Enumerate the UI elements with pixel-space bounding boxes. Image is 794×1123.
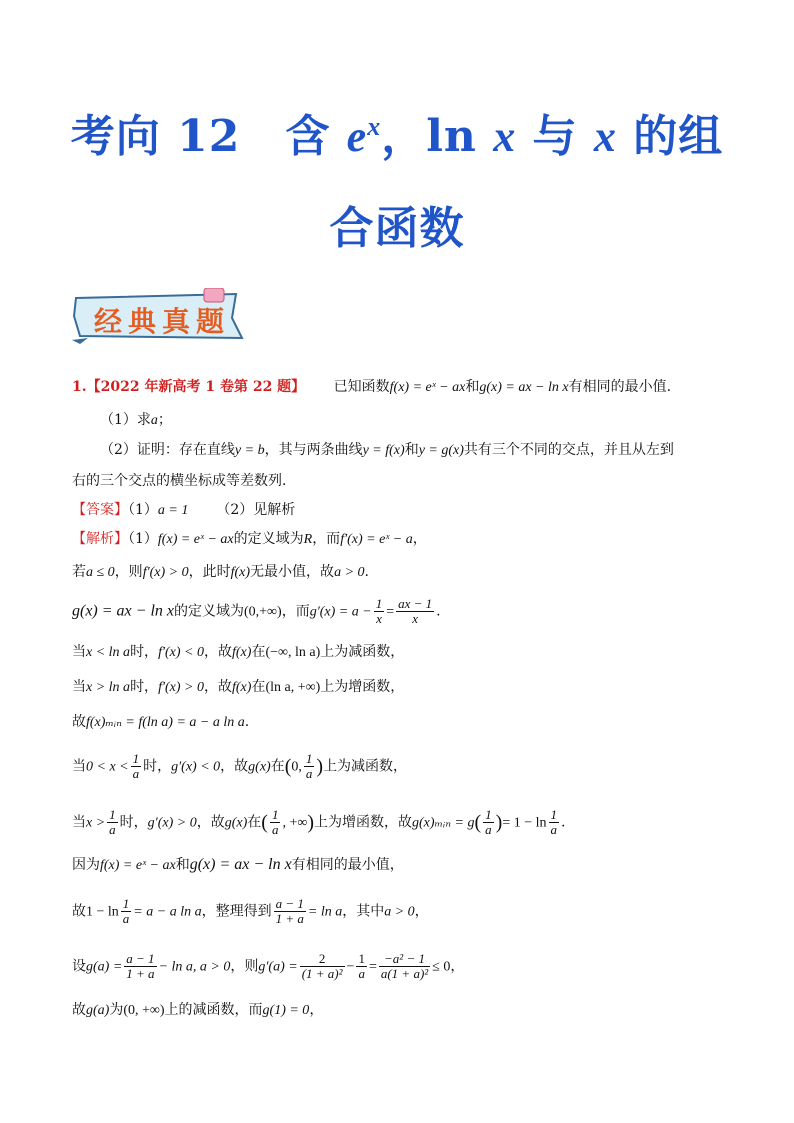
analysis-line-11: 设g(a) = $\frac{a - 1}{1 + a}$ − ln a, a > 0，则g′(a) = $\frac{2}{\text{(1 + a)²}}$ − $\frac{1}{a}$ = $\frac{\text{−a² − 1}}{\text{a(1 + a)²}}$ ≤ 0， xyxy=(72,951,465,981)
problem-part-1: （1）求a； xyxy=(100,412,172,428)
fraction: $\frac{a - 1}{1 + a}$ xyxy=(275,896,304,926)
fraction: $\frac{2}{\text{(1 + a)²}}$ xyxy=(301,951,343,981)
analysis-line-10: 故1 − ln $\frac{1}{a}$ = a − a ln a，整理得到 $\frac{a - 1}{1 + a}$ = ln a，其中a > 0， xyxy=(72,896,429,926)
analysis-line-8: 当x > $\frac{1}{a}$ 时，g′(x) > 0，故g(x)在( $\frac{1}{a}$ , +∞)上为增函数，故g(x)ₘᵢₙ = g( $\frac{1}{a}$ )= 1 − ln $\frac{1}{a}$ . xyxy=(72,807,566,837)
badge-label: 经典真题 xyxy=(93,305,230,338)
answer-line: 【答案】（1）a = 1 （2）见解析 xyxy=(72,502,296,518)
problem-part-2-cont: 右的三个交点的横坐标成等差数列. xyxy=(72,473,287,489)
section-badge xyxy=(78,294,254,346)
fraction: $\frac{1}{a}$ xyxy=(305,751,313,781)
fraction: $\frac{a - 1}{1 + a}$ xyxy=(126,951,155,981)
analysis-line-4: 当x < ln a时，f′(x) < 0，故f(x)在(−∞, ln a)上为减函数， xyxy=(72,644,405,660)
fraction: $\frac{\text{−a² − 1}}{\text{a(1 + a)²}}$ xyxy=(380,951,429,981)
fraction: $\frac{ax - 1}{x}$ xyxy=(398,596,433,626)
fraction: $\frac{1}{x}$ xyxy=(375,596,383,626)
page-title-line-1: 考向 12 含 $e^x$，ln x 与 x 的组 xyxy=(70,111,724,162)
problem-stem: 1.【2022 年新高考 1 卷第 22 题】 已知函数f(x) = eˣ − ax和g(x) = ax − ln x有相同的最小值. xyxy=(72,379,672,395)
fraction: $\frac{1}{a}$ xyxy=(358,951,365,981)
fraction: $\frac{1}{a}$ xyxy=(132,751,140,781)
analysis-line-5: 当x > ln a时，f′(x) > 0，故f(x)在(ln a, +∞)上为增函数， xyxy=(72,679,405,695)
fraction: $\frac{1}{a}$ xyxy=(271,807,279,837)
analysis-line-9: 因为f(x) = eˣ − ax和g(x) = ax − ln x有相同的最小值， xyxy=(72,856,404,873)
fraction: $\frac{1}{a}$ xyxy=(550,807,558,837)
fraction: $\frac{1}{a}$ xyxy=(122,896,130,926)
problem-part-2: （2）证明：存在直线y = b，其与两条曲线y = f(x)和y = g(x)共有三个不同的交点，并且从左到 xyxy=(100,442,674,458)
analysis-line-6: 故f(x)ₘᵢₙ = f(ln a) = a − a ln a. xyxy=(72,714,250,730)
analysis-line-12: 故g(a)为(0, +∞)上的减函数，而g(1) = 0， xyxy=(72,1002,324,1018)
analysis-line-7: 当0 < x < $\frac{1}{a}$ 时，g′(x) < 0，故g(x)在(0, $\frac{1}{a}$ )上为减函数， xyxy=(72,751,408,781)
fraction: $\frac{1}{a}$ xyxy=(485,807,492,837)
fraction: $\frac{1}{a}$ xyxy=(109,807,116,837)
analysis-line-3: g(x) = ax − ln x的定义域为(0,+∞)，而g′(x) = a − $\frac{1}{x}$ = $\frac{ax - 1}{x}$ . xyxy=(72,596,441,626)
analysis-line-1: 【解析】（1）f(x) = eˣ − ax的定义域为R，而f′(x) = eˣ − a， xyxy=(72,531,427,547)
page-title-line-2: 合函数 xyxy=(329,203,465,254)
analysis-line-2: 若a ≤ 0，则f′(x) > 0，此时f(x)无最小值，故a > 0. xyxy=(72,564,369,580)
